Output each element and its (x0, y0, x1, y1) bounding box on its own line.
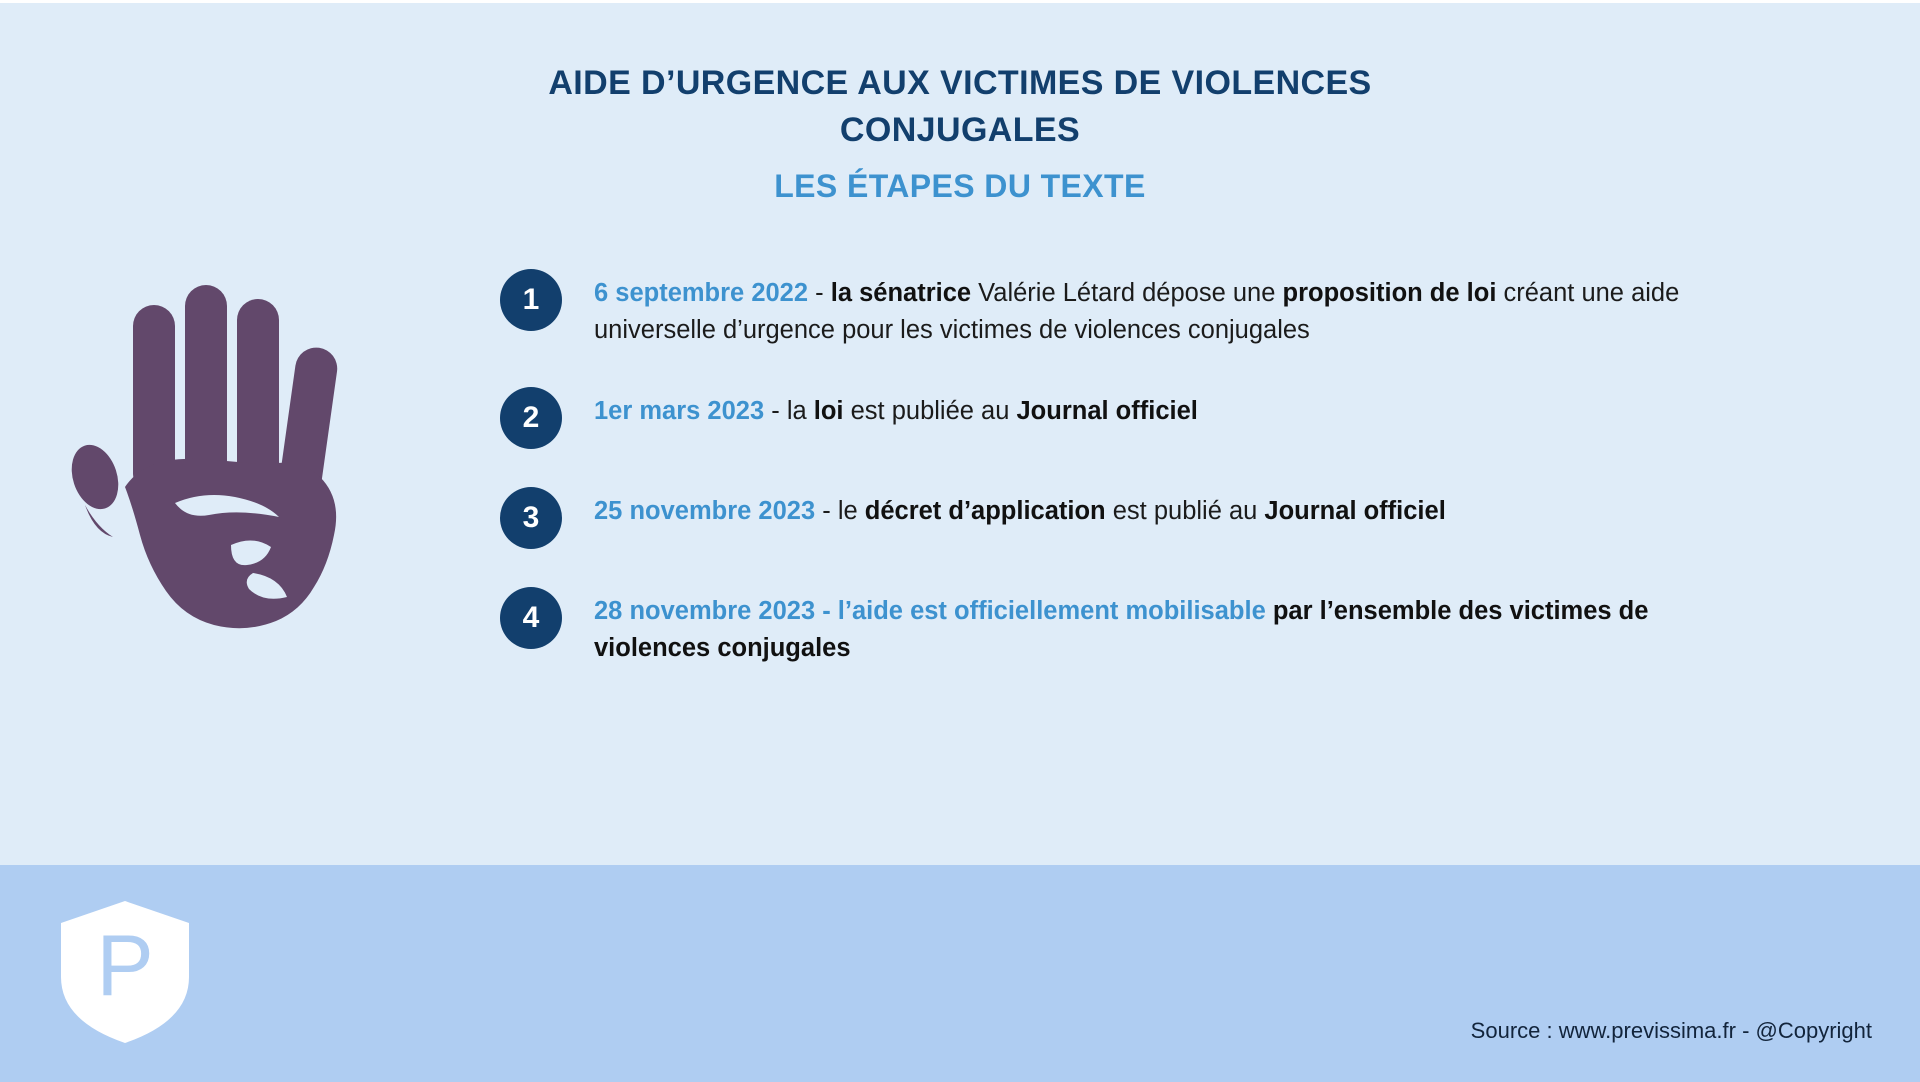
step-emphasis-2: Journal officiel (1016, 396, 1198, 425)
step-body-2: est publiée au (843, 396, 1017, 425)
steps-list (500, 257, 1920, 817)
step-emphasis-2: Journal officiel (1264, 496, 1446, 525)
list-item (500, 585, 1830, 667)
step-number-badge: 3 (500, 487, 562, 549)
step-date: 6 septembre 2022 (594, 278, 809, 307)
step-emphasis-1: la sénatrice (830, 278, 972, 307)
step-dash: - (764, 396, 787, 425)
step-body-1: le (837, 496, 865, 525)
top-divider (0, 0, 1920, 3)
list-item (500, 485, 1830, 549)
step-body-1: la (786, 396, 814, 425)
step-body-1: Valérie Létard dépose une (971, 278, 1283, 307)
source-text: Source : www.previssima.fr - @Copyright (1470, 1018, 1872, 1043)
logo-letter: P (96, 918, 154, 1014)
step-emphasis-1: loi (813, 396, 844, 425)
list-item (500, 385, 1830, 449)
step-dash: - (808, 278, 831, 307)
shield-logo-icon (55, 897, 195, 1047)
step-date: 25 novembre 2023 (594, 496, 816, 525)
page-title-line-1: AIDE D’URGENCE AUX VICTIMES DE VIOLENCES (548, 64, 1372, 102)
step-date: 1er mars 2023 (594, 396, 765, 425)
header (0, 0, 1920, 205)
page-title (480, 60, 1440, 154)
step-text (594, 485, 1446, 530)
step-text (594, 267, 1764, 349)
footer (0, 865, 1920, 1082)
page-title-line-2: CONJUGALES (839, 110, 1081, 149)
step-body-2: est publié au (1105, 496, 1265, 525)
step-emphasis-1: décret d’application (864, 496, 1106, 525)
step-dash: - (815, 496, 838, 525)
content-area (0, 257, 1920, 817)
illustration-column (0, 257, 500, 817)
step-number-badge: 2 (500, 387, 562, 449)
handprint-icon (55, 277, 455, 697)
page-subtitle: LES ÉTAPES DU TEXTE (774, 167, 1146, 204)
step-date: 28 novembre 2023 - l’aide est officiellement mobilisable (594, 596, 1266, 625)
step-text (594, 585, 1764, 667)
step-emphasis-2: proposition de loi (1282, 278, 1497, 307)
step-body-2: créant une aide universelle d’urgence pour les victimes de violences conjugales (594, 278, 1680, 344)
step-number-badge: 1 (500, 269, 562, 331)
step-number-badge: 4 (500, 587, 562, 649)
step-body-1: par l’ensemble des victimes de violences conjugales (594, 596, 1649, 662)
list-item (500, 267, 1830, 349)
step-text (594, 385, 1198, 430)
